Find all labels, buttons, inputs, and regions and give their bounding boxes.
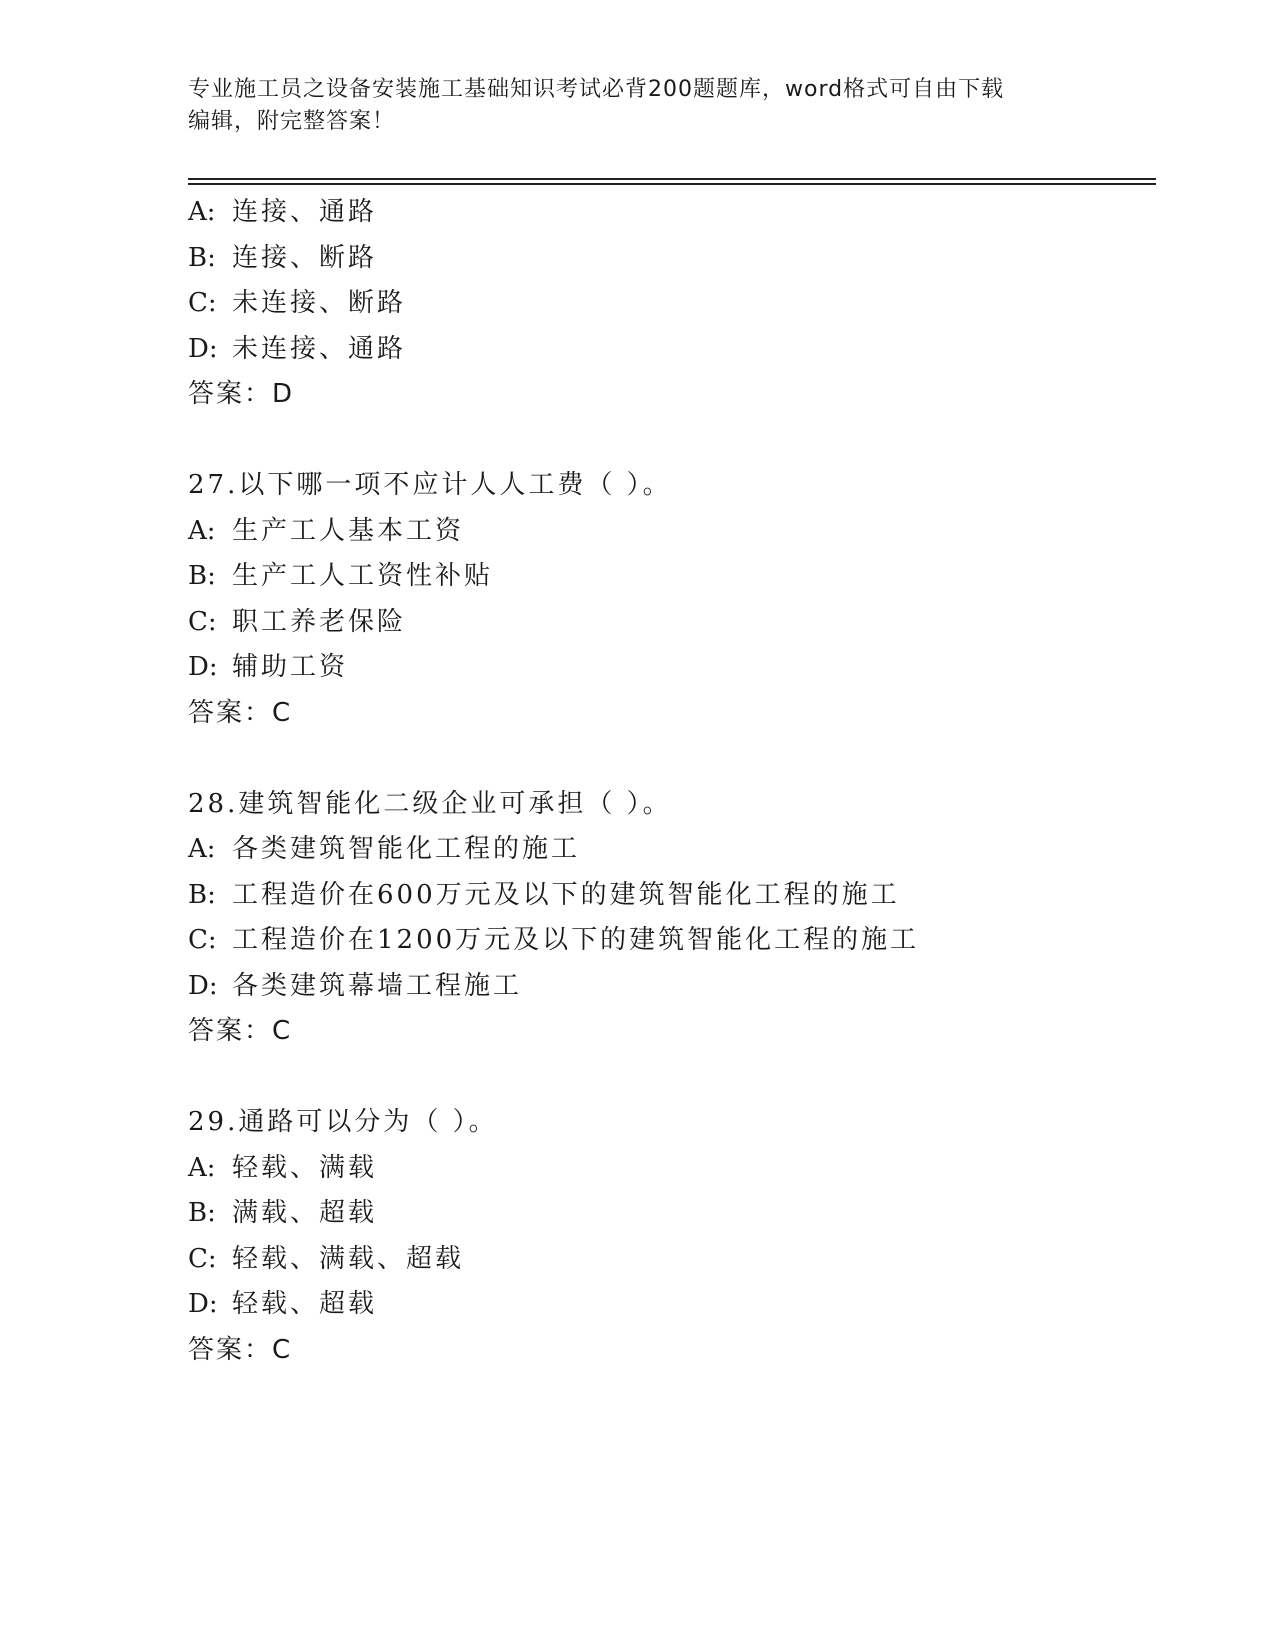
option-d: D: 各类建筑幕墙工程施工 [188,970,523,1001]
question-list [188,190,1148,1373]
option-a: A: 生产工人基本工资 [188,515,465,546]
option-b: B: 满载、超载 [188,1198,378,1228]
header-divider-top [188,178,1156,180]
header-divider-bottom [188,183,1156,185]
answer-label: 答案：C [188,1016,293,1046]
option-d: D: 未连接、通路 [188,333,407,364]
header-line-2: 编辑，附完整答案！ [188,109,396,134]
option-b: B: 生产工人工资性补贴 [188,561,494,591]
question-28 [188,782,1148,1055]
answer-label: 答案：D [188,379,295,409]
question-stem: 27.以下哪一项不应计人人工费（ ）。 [188,470,672,500]
option-d: D: 轻载、超载 [188,1289,378,1319]
question-27 [188,463,1148,736]
option-c: C: 职工养老保险 [188,606,407,637]
answer-label: 答案：C [188,1334,293,1365]
option-c: C: 工程造价在1200万元及以下的建筑智能化工程的施工 [188,925,920,955]
answer-label: 答案：C [188,697,293,728]
option-a: A: 各类建筑智能化工程的施工 [188,834,581,864]
option-c: C: 未连接、断路 [188,288,407,318]
option-a: A: 轻载、满载 [188,1152,378,1183]
option-b: B: 工程造价在600万元及以下的建筑智能化工程的施工 [188,879,900,910]
question-26-continued [188,190,1148,418]
document-header [188,74,1088,138]
header-line-1: 专业施工员之设备安装施工基础知识考试必背200题题库，word格式可自由下载 [188,77,1005,102]
question-29 [188,1100,1148,1373]
option-d: D: 辅助工资 [188,652,349,682]
option-c: C: 轻载、满载、超载 [188,1243,465,1274]
question-stem: 28.建筑智能化二级企业可承担（ ）。 [188,788,672,819]
option-b: B: 连接、断路 [188,242,378,273]
question-stem: 29.通路可以分为（ ）。 [188,1107,498,1137]
option-a: A: 连接、通路 [188,197,378,227]
